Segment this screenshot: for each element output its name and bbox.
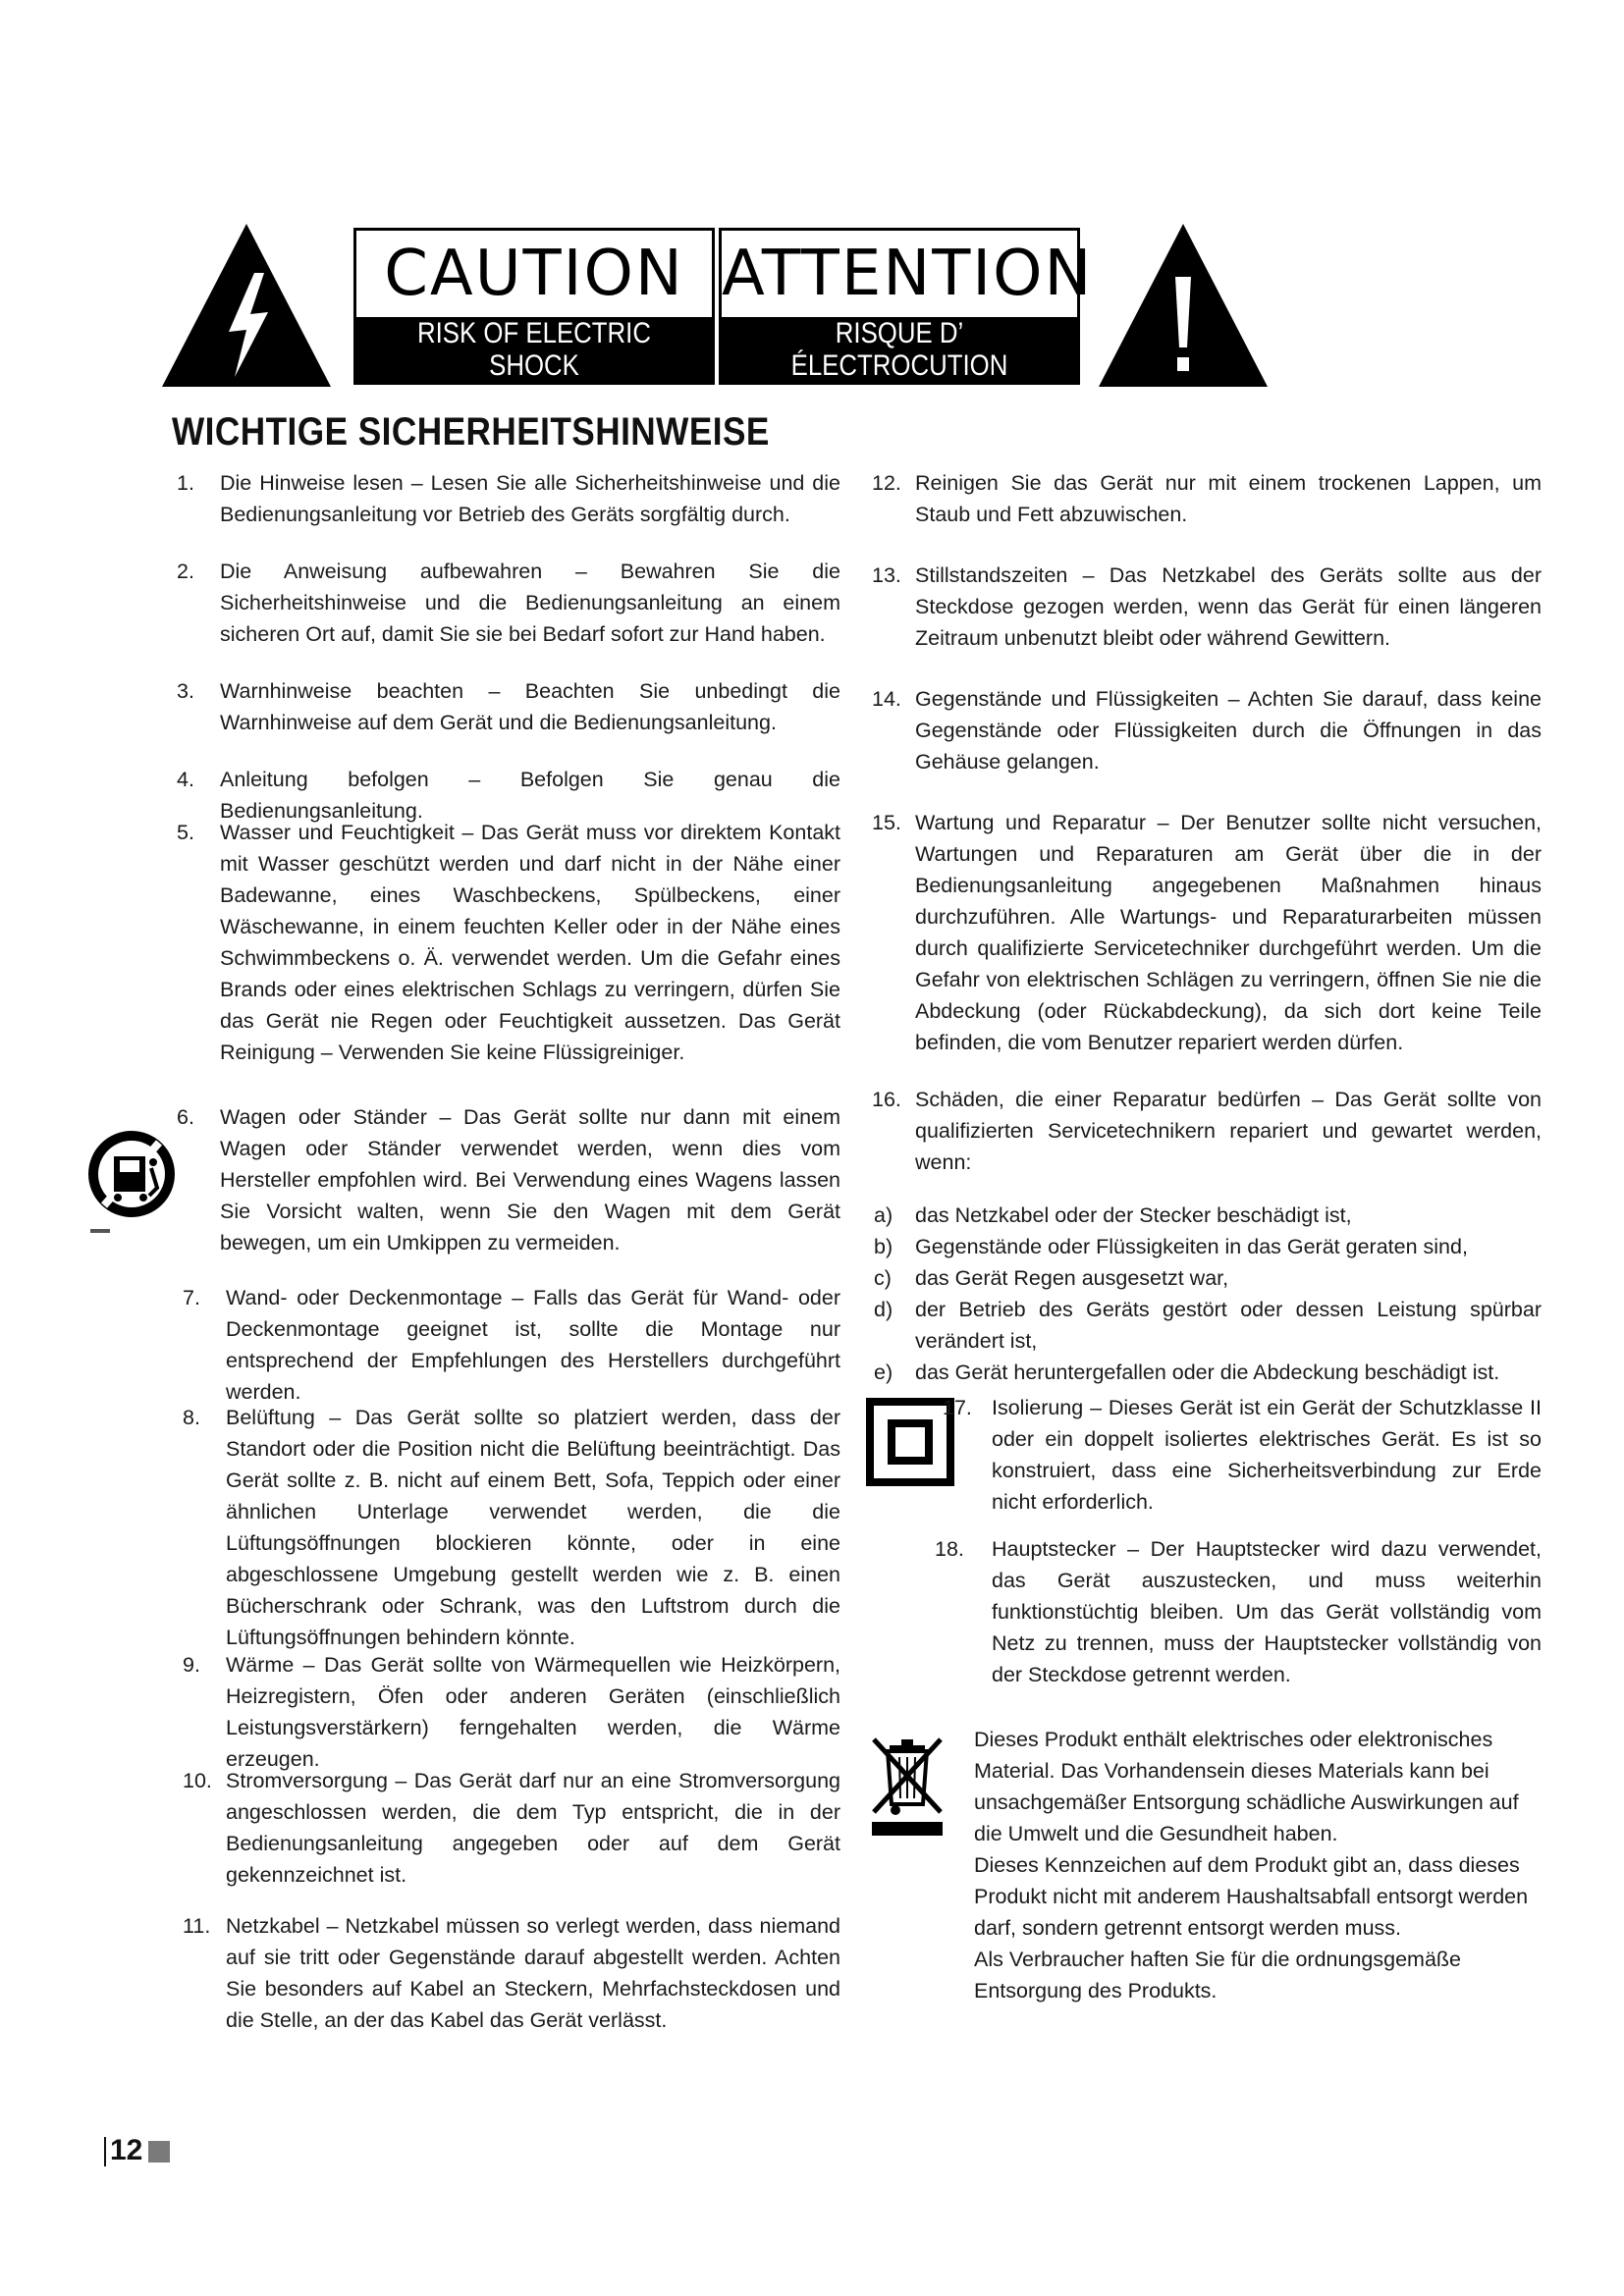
item-text: Isolierung – Dieses Gerät ist ein Gerät der Schutzklasse II oder ein doppelt isoliertes elektrisches Gerät. Es ist so konstruiert, dass eine Sicherheitsverbindung zur Erde nicht erforderlich.: [992, 1396, 1542, 1514]
sub-item-text: das Gerät heruntergefallen oder die Abdeckung beschädigt ist.: [915, 1361, 1500, 1384]
attention-line-2: NE PAS OUVRIR: [800, 382, 999, 414]
item-text: Wagen oder Ständer – Das Gerät sollte nur dann mit einem Wagen oder Ständer verwendet werden, wenn dies vom Hersteller empfohlen wird. Bei Verwendung eines Wagens lassen Sie Vorsicht walten, wenn Sie den Wagen mit dem Gerät bewegen, um ein Umkippen zu vermeiden.: [220, 1105, 840, 1255]
item-number: 4.: [177, 768, 194, 791]
caution-title: CAUTION: [356, 231, 712, 317]
sub-item-text: das Gerät Regen ausgesetzt war,: [915, 1266, 1229, 1290]
item-number: 15.: [872, 811, 901, 834]
list-item: [183, 1282, 840, 1408]
list-item: [177, 467, 840, 530]
item-text: Anleitung befolgen – Befolgen Sie genau die Bedienungsanleitung.: [220, 768, 840, 823]
list-item: [935, 1533, 1542, 1690]
sub-item-text: Gegenstände oder Flüssigkeiten in das Gerät geraten sind,: [915, 1235, 1468, 1258]
item-text: Schäden, die einer Reparatur bedürfen – Das Gerät sollte von qualifizierten Servicetechnikern repariert und gewartet werden, wenn:: [915, 1088, 1542, 1174]
caution-line-2: DO NOT OPEN: [445, 382, 623, 414]
item-text: Wärme – Das Gerät sollte von Wärmequellen wie Heizkörpern, Heizregistern, Öfen oder anderen Geräten (einschließlich Leistungsverstärkern) ferngehalten werden, die Wärme erzeugen.: [226, 1653, 840, 1771]
sub-item-text: der Betrieb des Geräts gestört oder dessen Leistung spürbar verändert ist,: [915, 1298, 1542, 1353]
item-text: Gegenstände und Flüssigkeiten – Achten Sie darauf, dass keine Gegenstände oder Flüssigkeiten durch die Öffnungen in das Gehäuse gelangen.: [915, 687, 1542, 774]
item-number: 9.: [183, 1653, 200, 1677]
sub-item-letter: b): [874, 1235, 893, 1258]
sub-item: [874, 1357, 1542, 1388]
item-text: Netzkabel – Netzkabel müssen so verlegt werden, dass niemand auf sie tritt oder Gegenstände darauf abgestellt werden. Achten Sie besonders auf Kabel an Steckern, Mehrfachsteckdosen und die Stelle, an der das Kabel das Gerät verlässt.: [226, 1914, 840, 2032]
list-item: [177, 675, 840, 738]
item-number: 10.: [183, 1769, 212, 1792]
page-number-value: 12: [110, 2134, 143, 2166]
weee-notice: [974, 1724, 1542, 2006]
list-item: [943, 1392, 1542, 1518]
list-item: [872, 807, 1542, 1058]
page-title: WICHTIGE SICHERHEITSHINWEISE: [172, 410, 770, 454]
item-number: 3.: [177, 679, 194, 703]
sub-item-letter: c): [874, 1266, 892, 1290]
list-item: [872, 467, 1542, 530]
double-insulation-icon: [866, 1398, 954, 1486]
weee-paragraph-1: Dieses Produkt enthält elektrisches oder elektronisches Material. Das Vorhandensein dieses Materials kann bei unsachgemäßer Entsorgung schädliche Auswirkungen auf die Umwelt und die Gesundheit haben.: [974, 1728, 1519, 1845]
item-number: 12.: [872, 471, 901, 495]
item-number: 18.: [935, 1537, 964, 1561]
item-text: Die Hinweise lesen – Lesen Sie alle Sicherheitshinweise und die Bedienungsanleitung vor Betrieb des Geräts sorgfältig durch.: [220, 471, 840, 526]
item-text: Die Anweisung aufbewahren – Bewahren Sie die Sicherheitshinweise und die Bedienungsanleitung an einem sicheren Ort auf, damit Sie sie bei Bedarf sofort zur Hand haben.: [220, 560, 840, 646]
item-number: 7.: [183, 1286, 200, 1309]
page-number-bar: [104, 2137, 106, 2166]
cart-tip-over-warning-icon: [84, 1127, 179, 1237]
sub-item: [874, 1262, 1542, 1294]
list-item: [183, 1402, 840, 1653]
list-item: [177, 1101, 840, 1258]
sub-item: [874, 1200, 1542, 1231]
weee-paragraph-2: Dieses Kennzeichen auf dem Produkt gibt an, dass dieses Produkt nicht mit anderem Haushaltsabfall entsorgt werden darf, sondern getrennt entsorgt werden muss.: [974, 1853, 1529, 1940]
item-text: Stromversorgung – Das Gerät darf nur an eine Stromversorgung angeschlossen werden, die dem Typ entspricht, die in der Bedienungsanleitung angegeben oder auf dem Gerät gekennzeichnet ist.: [226, 1769, 840, 1887]
sub-item-letter: d): [874, 1298, 893, 1321]
left-column: [177, 0, 840, 2296]
sub-item: [874, 1294, 1542, 1357]
sub-item: [874, 1231, 1542, 1262]
sub-item-letter: a): [874, 1203, 893, 1227]
attention-line-1: RISQUE D’ ÉLECTROCUTION: [790, 317, 1008, 382]
item-number: 16.: [872, 1088, 901, 1111]
item-text: Hauptstecker – Der Hauptstecker wird dazu verwendet, das Gerät auszustecken, und muss weiterhin funktionstüchtig bleiben. Um das Gerät vollständig vom Netz zu trennen, muss der Hauptstecker vollständig von der Steckdose getrennt werden.: [992, 1537, 1542, 1686]
caution-line-1: RISK OF ELECTRIC SHOCK: [417, 317, 651, 382]
item-number: 17.: [943, 1396, 972, 1419]
item-number: 11.: [183, 1914, 211, 1938]
item-text: Belüftung – Das Gerät sollte so platziert werden, dass der Standort oder die Position nicht die Belüftung beeinträchtigt. Das Gerät sollte z. B. nicht auf einem Bett, Sofa, Teppich oder einer ähnlichen Unterlage verwendet werden, die die Lüftungsöffnungen blockieren könnte, oder in eine abgeschlossene Umgebung gestellt werden wie z. B. einen Bücherschrank oder Schrank, was den Luftstrom durch die Lüftungsöffnungen behindern könnte.: [226, 1406, 840, 1649]
list-item: [183, 1649, 840, 1775]
sub-item-letter: e): [874, 1361, 893, 1384]
item-text: Wand- oder Deckenmontage – Falls das Gerät für Wand- oder Deckenmontage geeignet ist, sollte die Montage nur entsprechend der Empfehlungen des Herstellers durchgeführt werden.: [226, 1286, 840, 1404]
list-item: [872, 1084, 1542, 1178]
item-text: Wartung und Reparatur – Der Benutzer sollte nicht versuchen, Wartungen und Reparaturen am Gerät über die in der Bedienungsanleitung angegebenen Maßnahmen hinaus durchzuführen. Alle Wartungs- und Reparaturarbeiten müssen durch qualifizierte Servicetechniker durchgeführt werden. Um die Gefahr von elektrischen Schlägen zu verringern, öffnen Sie nie die Abdeckung (oder Rückabdeckung), da sich dort keine Teile befinden, die vom Benutzer repariert werden dürfen.: [915, 811, 1542, 1054]
list-item: [183, 1765, 840, 1891]
item-text: Wasser und Feuchtigkeit – Das Gerät muss vor direktem Kontakt mit Wasser geschützt werden und darf nicht in der Nähe einer Badewanne, eines Waschbeckens, Spülbeckens, einer Wäschewanne, in einem feuchten Keller oder in der Nähe eines Schwimmbeckens o. Ä. verwendet werden. Um die Gefahr eines Brands oder eines elektrischen Schlags zu verringern, dürfen Sie das Gerät nie Regen oder Feuchtigkeit aussetzen. Das Gerät Reinigung – Verwenden Sie keine Flüssigreiniger.: [220, 821, 840, 1064]
item-number: 8.: [183, 1406, 200, 1429]
item-number: 2.: [177, 560, 194, 583]
sub-item-text: das Netzkabel oder der Stecker beschädigt ist,: [915, 1203, 1352, 1227]
item-number: 5.: [177, 821, 194, 844]
list-item: [183, 1910, 840, 2036]
item-number: 6.: [177, 1105, 194, 1129]
item-number: 13.: [872, 563, 901, 587]
item-number: 14.: [872, 687, 901, 711]
list-item: [872, 560, 1542, 654]
attention-title: ATTENTION: [722, 231, 1077, 317]
page-number-square: [148, 2141, 170, 2163]
item-text: Warnhinweise beachten – Beachten Sie unbedingt die Warnhinweise auf dem Gerät und die Bedienungsanleitung.: [220, 679, 840, 734]
page-number: [104, 2134, 170, 2167]
item-number: 1.: [177, 471, 194, 495]
item-text: Stillstandszeiten – Das Netzkabel des Geräts sollte aus der Steckdose gezogen werden, wenn das Gerät für einen längeren Zeitraum unbenutzt bleibt oder während Gewittern.: [915, 563, 1542, 650]
list-item: [872, 683, 1542, 777]
item-text: Reinigen Sie das Gerät nur mit einem trockenen Lappen, um Staub und Fett abzuwischen.: [915, 471, 1542, 526]
weee-paragraph-3: Als Verbraucher haften Sie für die ordnungsgemäße Entsorgung des Produkts.: [974, 1948, 1461, 2002]
weee-crossed-bin-icon: [868, 1732, 947, 1840]
list-item: [177, 817, 840, 1068]
list-item: [177, 556, 840, 650]
